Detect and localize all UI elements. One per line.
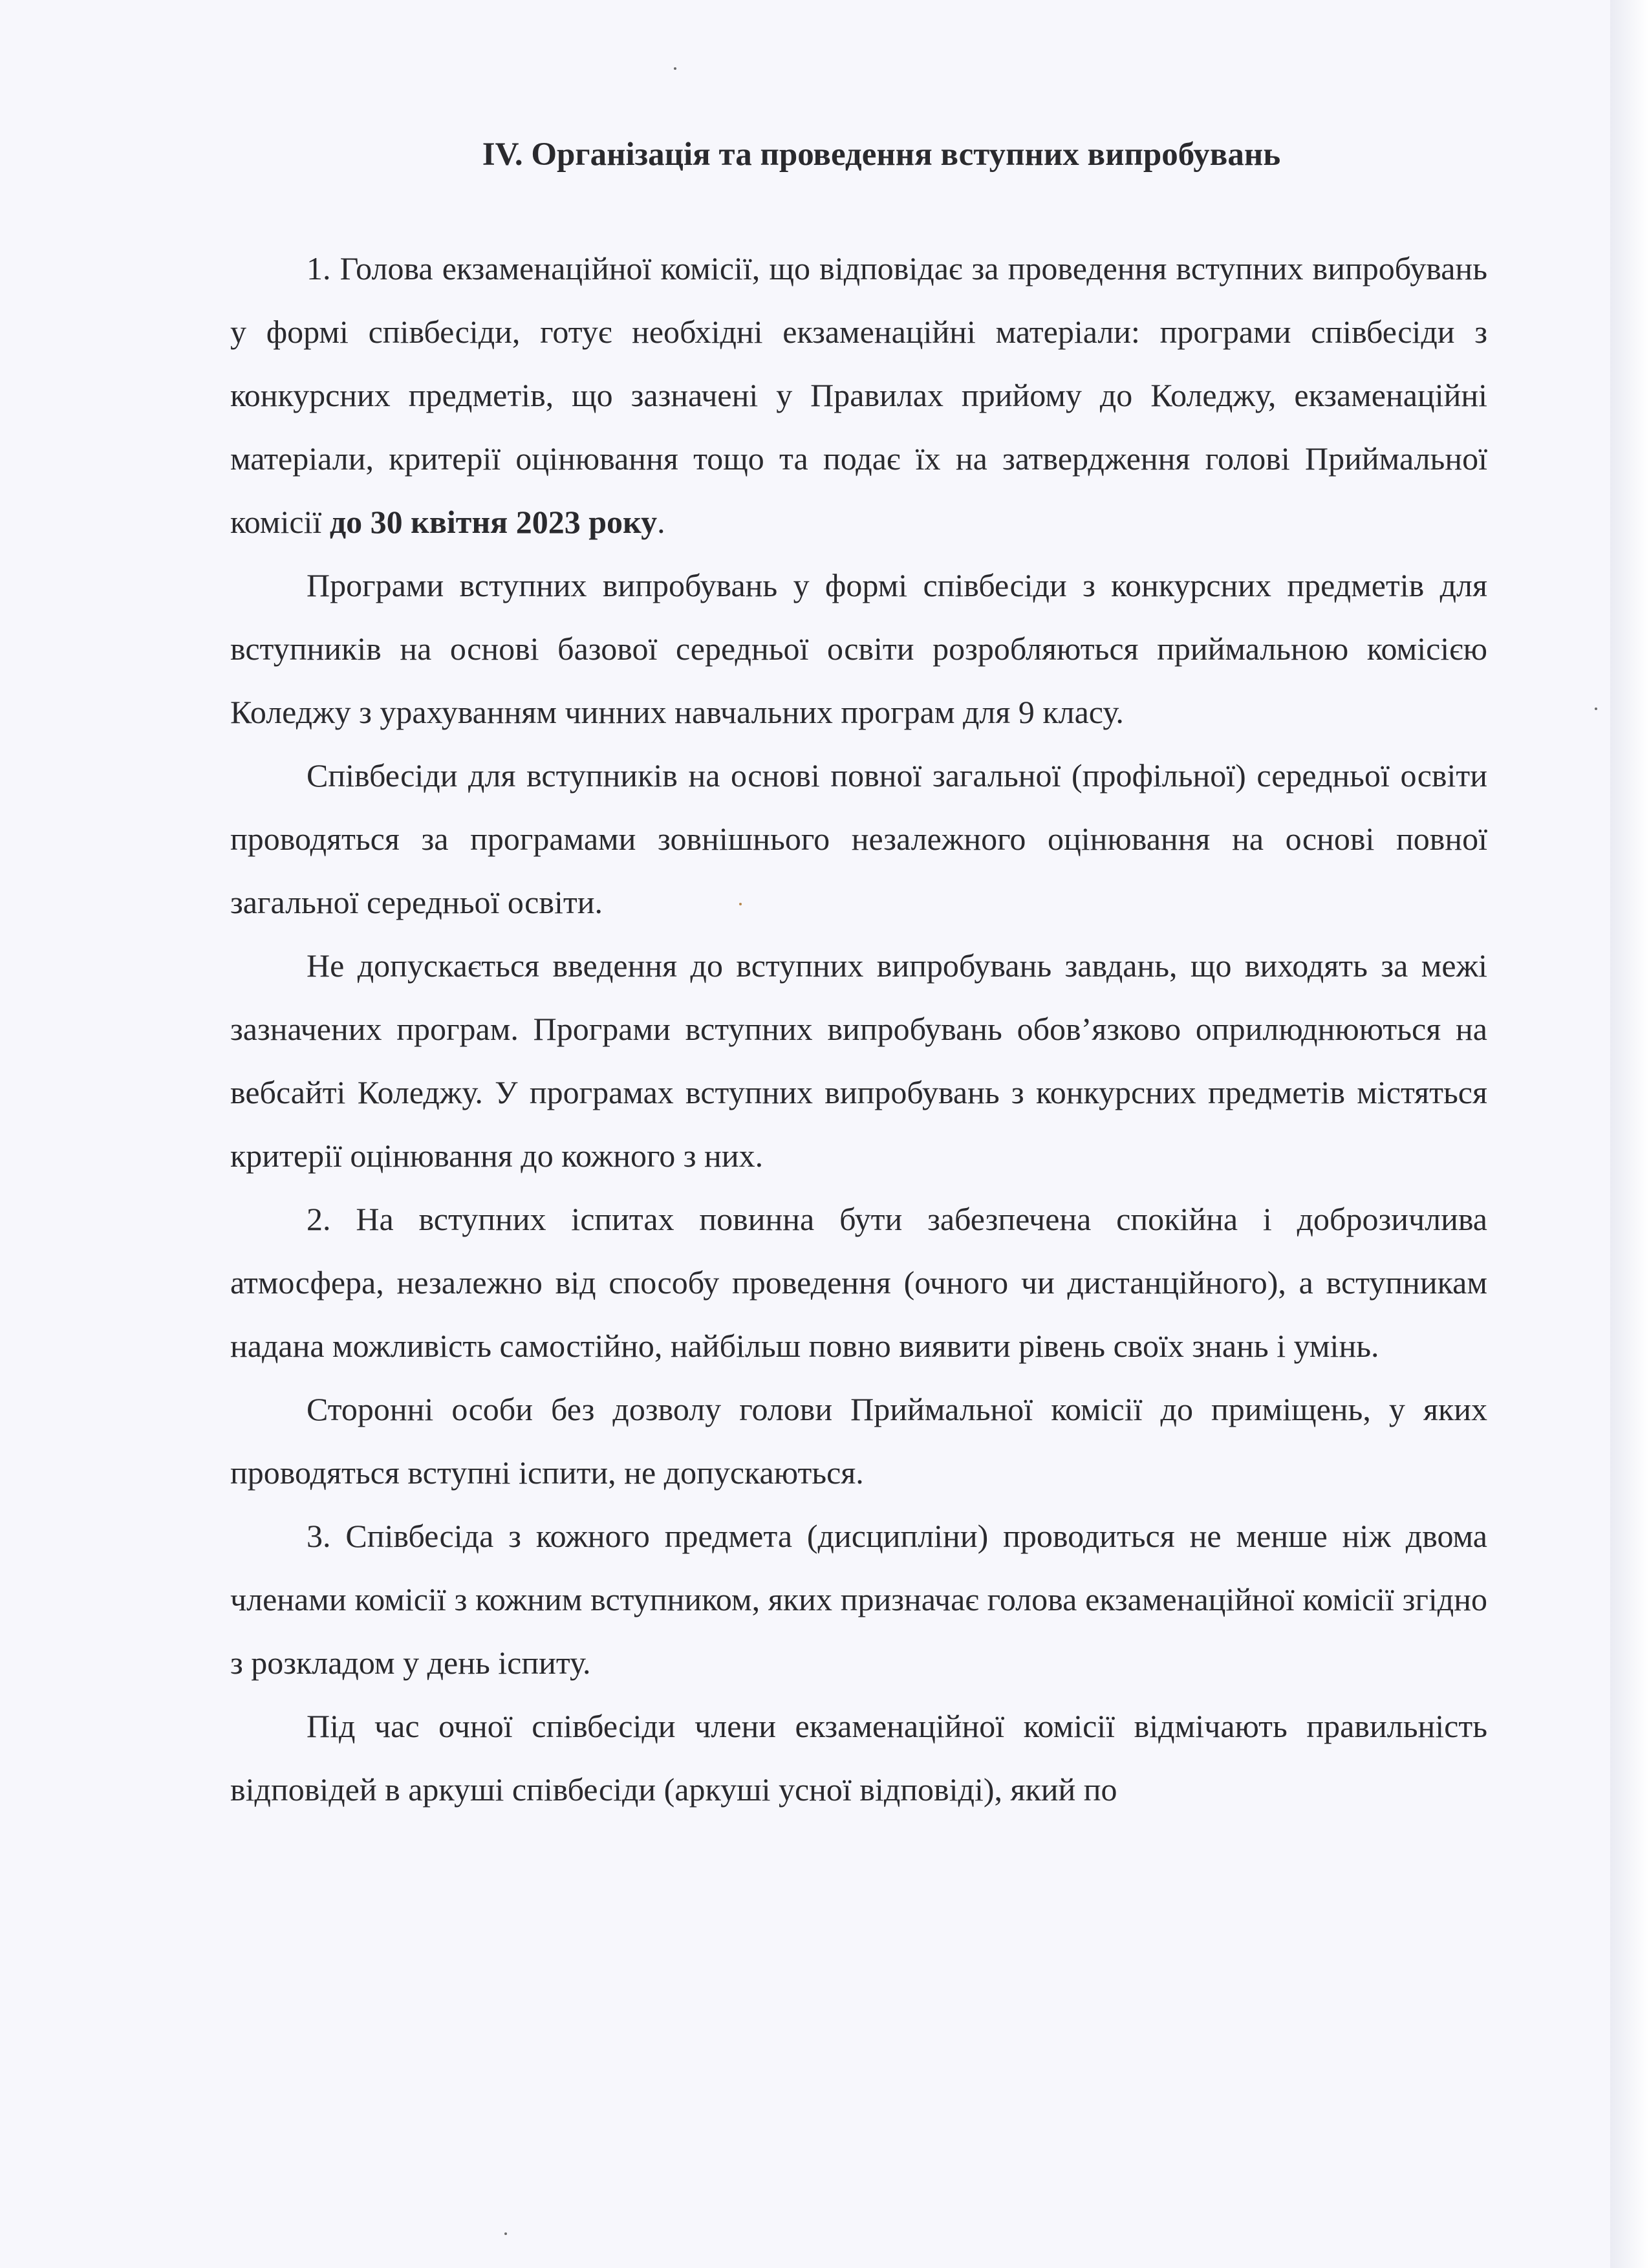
paragraph-6: Сторонні особи без дозволу голови Приймальної комісії до приміщень, у яких проводяться вступні іспити, не допускаються. [230,1391,1487,1491]
scan-speck [504,2232,507,2235]
paragraph-7: 3. Співбесіда з кожного предмета (дисципліни) проводиться не менше ніж двома членами комісії з кожним вступником, яких призначає голова екзаменаційної комісії згідно з розкладом у день іспиту. [230,1518,1487,1681]
document-body [230,123,1487,1821]
paragraph-1 [230,237,1487,554]
section-heading: IV. Організація та проведення вступних випробувань [482,136,1281,173]
paragraph-2: Програми вступних випробувань у формі співбесіди з конкурсних предметів для вступників на основі базової середньої освіти розробляються приймальною комісією Коледжу з урахуванням чинних навчальних програм для 9 класу. [230,567,1487,730]
paragraph-text: 1. Голова екзаменаційної комісії, що відповідає за проведення вступних випробувань у формі співбесіди, готує необхідні екзаменаційні матеріали: програми співбесіди з конкурсних предметів, що зазначені у Правилах прийому до Коледжу, екзаменаційні матеріали, критерії оцінювання тощо та подає їх на затвердження голові Приймальної комісії [230,250,1487,540]
paragraph-5: 2. На вступних іспитах повинна бути забезпечена спокійна і доброзичлива атмосфера, незалежно від способу проведення (очного чи дистанційного), а вступникам надана можливість самостійно, найбільш повно виявити рівень своїх знань і умінь. [230,1201,1487,1364]
scan-edge [1610,0,1649,2268]
paragraph-3: Співбесіди для вступників на основі повної загальної (профільної) середньої освіти проводяться за програмами зовнішнього незалежного оцінювання на основі повної загальної середньої освіти. [230,757,1487,920]
deadline-date: до 30 квітня 2023 року [329,504,658,540]
paragraph-4: Не допускається введення до вступних випробувань завдань, що виходять за межі зазначених програм. Програми вступних випробувань обов’язково оприлюднюються на вебсайті Коледжу. У програмах вступних випробувань з конкурсних предметів містяться критерії оцінювання до кожного з них. [230,947,1487,1174]
scan-speck [1595,707,1597,710]
scan-speck [674,67,676,70]
paragraph-8: Під час очної співбесіди члени екзаменаційної комісії відмічають правильність відповідей в аркуші співбесіди (аркуші усної відповіді), який по [230,1708,1487,1808]
paragraph-end: . [657,504,665,540]
